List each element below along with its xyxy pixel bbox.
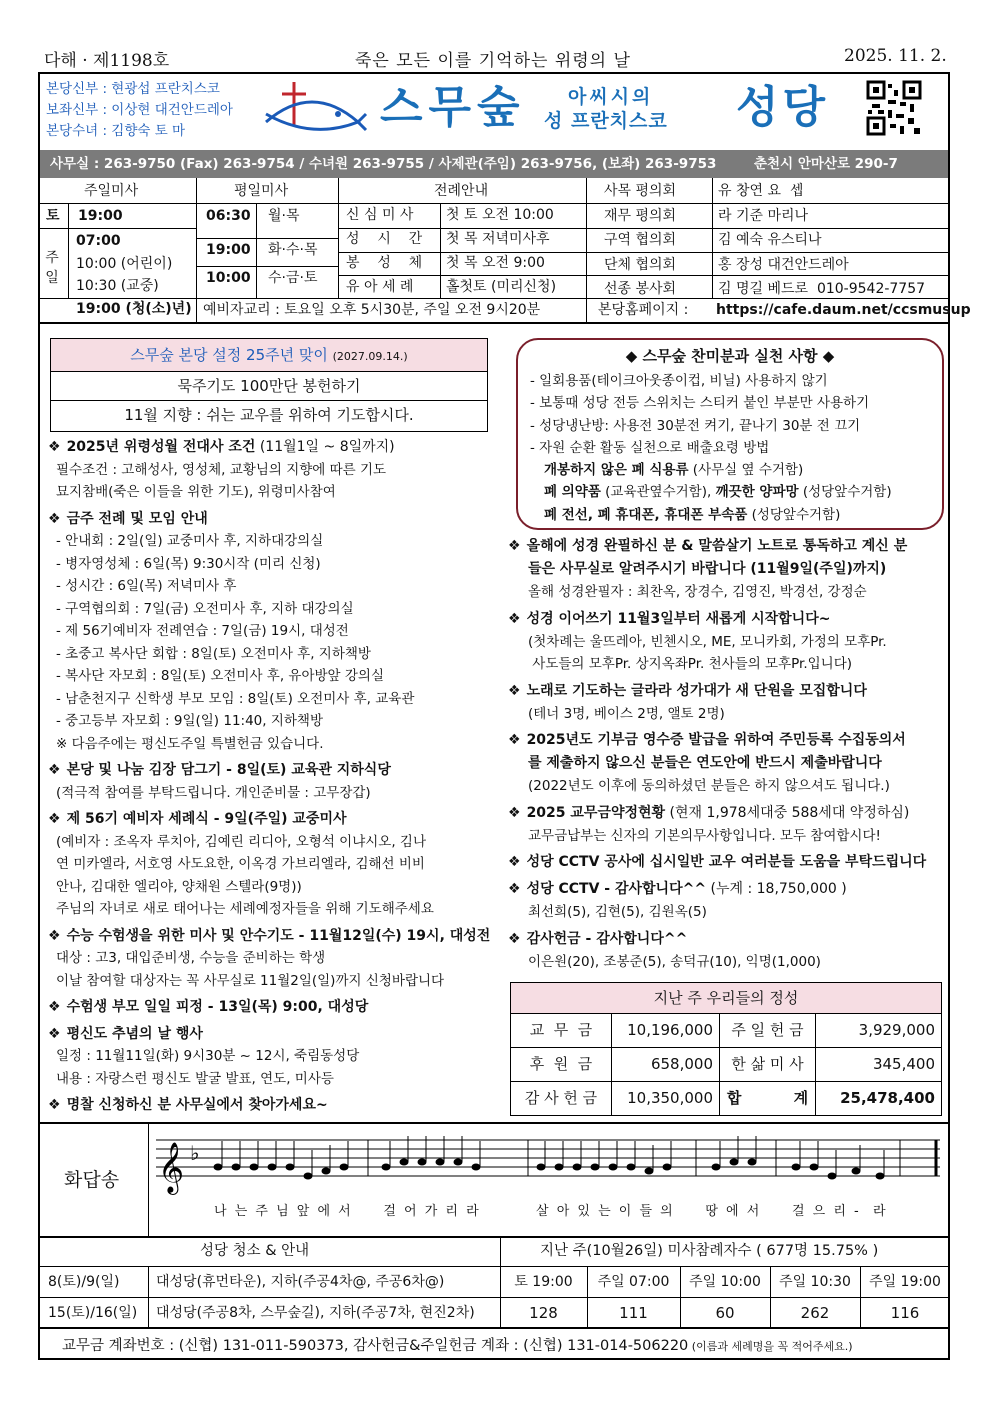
offering-row: [511, 1014, 941, 1048]
attendance-head: 토 19:00: [514, 1274, 573, 1290]
notice-title-text: 2025 교무금약정현황: [526, 804, 666, 821]
notice-title: [508, 535, 948, 558]
liturgy-time: 첫 토 오전 10:00: [446, 207, 554, 223]
weekday-time: 06:30: [206, 208, 251, 224]
notice-title-text: 2025년 위령성월 전대사 조건: [66, 439, 256, 455]
notice-line: - 중고등부 자모회 : 9일(일) 11:40, 지하책방: [56, 713, 324, 729]
notice-block: [508, 802, 948, 848]
council-person: 홍 장성 대건안드레아: [718, 256, 849, 273]
eco-sub-bold: 폐 전선, 폐 휴대폰, 휴대폰 부속품: [544, 506, 748, 523]
notice-title-note: (11월1일 ~ 8일까지): [255, 439, 395, 455]
offerings-title: 지난 주 우리들의 정성: [511, 983, 941, 1014]
brand-sub2: 성 프란치스코: [544, 110, 668, 132]
notice-block: [508, 608, 948, 676]
attendance-head: 주일 07:00: [597, 1274, 670, 1290]
notice-title-text: 수능 수험생을 위한 미사 및 안수기도 - 11월12일(수) 19시, 대성전: [66, 927, 491, 944]
council-person: 김 명길 베드로 010-9542-7757: [718, 281, 926, 297]
council-person: 유 창연 요 셉: [718, 183, 804, 199]
diamond-bullet-icon: ❖: [48, 439, 61, 455]
eco-sub-bold: 깨끗한 양파망: [715, 484, 799, 501]
notice-line: - 병자영성체 : 6일(목) 9:30시작 (미리 신청): [56, 555, 321, 572]
eco-sub-item: [544, 481, 942, 503]
council-person: 김 예숙 유스티나: [718, 232, 822, 248]
issue-date: 2025. 11. 2.: [844, 46, 947, 66]
psalm-lyrics-1: 나 는 주 님 앞 에 서 걸 어 가 리 라: [214, 1204, 481, 1219]
diamond-bullet-icon: ❖: [508, 854, 521, 870]
svg-text:𝄞: 𝄞: [158, 1142, 185, 1193]
footer-accounts: [62, 1335, 852, 1358]
psalm-music-staff: [156, 1130, 942, 1202]
contact-phones: 사무실 : 263-9750 (Fax) 263-9754 / 수녀원 263-9755 / 사제관(주임) 263-9756, (보좌) 263-9753: [50, 156, 717, 172]
liturgy-time: 첫 목 오전 9:00: [446, 255, 545, 271]
notice-line: - 안내회 : 2일(일) 교중미사 후, 지하대강의실: [56, 533, 324, 549]
brand-name-left: 스무숲: [380, 82, 526, 133]
saturday-label: 토: [46, 208, 60, 224]
diamond-bullet-icon: ❖: [508, 538, 521, 554]
notice-title-note: (현재 1,978세대중 588세대 약정하심): [665, 804, 910, 821]
notice-block: [508, 535, 948, 604]
notice-block: [508, 851, 948, 874]
offering-amount: 345,400: [815, 1048, 941, 1081]
liturgy-head: 전례안내: [434, 183, 489, 199]
offering-row: [511, 1082, 941, 1115]
notice-line: 일정 : 11월11일(화) 9시30분 ~ 12시, 죽림동성당: [56, 1048, 360, 1064]
psalm-label: 화답송: [64, 1169, 120, 1191]
eco-sub-bold: 폐 의약품: [544, 484, 601, 501]
issue-number: 다해 · 제1198호: [44, 51, 170, 71]
notice-title: [48, 1094, 496, 1117]
notice-block: [508, 928, 948, 974]
cleaning-date: 15(토)/16(일): [48, 1305, 138, 1321]
notice-block: [48, 808, 496, 921]
notice-block: [48, 436, 496, 504]
anniversary-date: (2027.09.14.): [332, 350, 408, 363]
diamond-bullet-icon: ❖: [508, 732, 521, 748]
notice-title: [508, 802, 948, 825]
weekday-days: 화·수·목: [268, 242, 318, 258]
council-name: 사목 평의회: [604, 183, 677, 199]
notice-line: 올해 성경완필자 : 최찬옥, 장경수, 김영진, 박경선, 강정순: [528, 584, 867, 600]
notice-title: [48, 925, 496, 948]
diamond-bullet-icon: ❖: [48, 510, 61, 527]
notice-line: 묘지참배(죽은 이들을 위한 기도), 위령미사참여: [56, 484, 336, 500]
footer-account-text: 교무금 계좌번호 : (신협) 131-011-590373, 감사헌금&주일헌금 계좌 : (신협) 131-014-506220: [62, 1338, 689, 1354]
notice-line: 필수조건 : 고해성사, 영성체, 교황님의 지향에 따른 기도: [56, 461, 387, 478]
eco-sub-item: [544, 504, 942, 526]
diamond-bullet-icon: ❖: [48, 811, 61, 827]
notice-title: [508, 878, 948, 901]
notice-line: 주님의 자녀로 새로 태어나는 세례예정자들을 위해 기도해주세요: [56, 901, 434, 917]
notice-line: - 복사단 자모회 : 8일(토) 오전미사 후, 유아방앞 강의실: [56, 668, 384, 684]
svg-text:♭: ♭: [190, 1141, 200, 1165]
homepage-label: 본당홈페이지 :: [598, 302, 689, 318]
notice-line: ※ 다음주에는 평신도주일 특별헌금 있습니다.: [56, 735, 324, 752]
sunday-mass-head: 주일미사: [84, 183, 139, 199]
notice-line: 안나, 김대한 엘리야, 양채원 스텔라(9명)): [56, 878, 302, 895]
notice-title-text: 평신도 추념의 날 행사: [66, 1025, 203, 1042]
attendance-value: 262: [800, 1304, 830, 1322]
notice-block: [48, 1023, 496, 1091]
notice-title-text: 수험생 부모 일일 피정 - 13일(목) 9:00, 대성당: [66, 999, 369, 1015]
diamond-bullet-icon: ❖: [508, 610, 521, 627]
attendance-head: 주일 10:30: [779, 1274, 851, 1290]
diamond-bullet-icon: ❖: [48, 1097, 61, 1113]
notice-line: 대상 : 고3, 대입준비생, 수능을 준비하는 학생: [56, 950, 326, 966]
eco-item: - 자원 순환 활동 실천으로 배출요령 방법: [530, 439, 770, 456]
offering-label: 후 원 금: [529, 1055, 593, 1073]
cleaning-date: 8(토)/9(일): [48, 1274, 120, 1290]
council-name: 재무 평의회: [604, 207, 677, 224]
qr-code-icon[interactable]: [866, 80, 922, 136]
eco-item: - 보통때 성당 전등 스위치는 스티커 붙인 부분만 사용하기: [530, 395, 870, 412]
brand-sub1: 아씨시의: [568, 86, 654, 108]
cleaning-title: 성당 청소 & 안내: [200, 1243, 310, 1259]
council-name: 단체 협의회: [604, 256, 677, 273]
attendance-title: 지난 주(10월26일) 미사참례자수 ( 677명 15.75% ): [540, 1243, 879, 1259]
liturgy-time: 홀첫토 (미리신청): [446, 279, 557, 295]
eco-sub-note: (교육관옆수거함),: [600, 484, 716, 501]
notice-line: (2022년도 이후에 동의하셨던 분들은 하지 않으셔도 됩니다.): [528, 778, 890, 794]
eco-title: ◆ 스무숲 찬미분과 실천 사항 ◆: [625, 347, 835, 365]
fish-cross-logo-icon: [262, 78, 368, 144]
notice-block: [508, 878, 948, 924]
cleaning-area: 대성당(휴먼타운), 지하(주공4차@, 주공6차@): [156, 1274, 445, 1290]
anniversary-line1: 묵주기도 100만단 봉헌하기: [51, 372, 487, 401]
weekday-time: 19:00: [206, 242, 251, 258]
notice-title-text: 본당 및 나눔 김장 담그기 - 8일(토) 교육관 지하식당: [66, 762, 391, 778]
notice-title: [508, 928, 948, 951]
offering-label: 감 사 헌 금: [524, 1089, 598, 1107]
notice-line: - 제 56기예비자 전례연습 : 7일(금) 19시, 대성전: [56, 623, 349, 639]
notice-block: [48, 508, 496, 756]
eco-box: [516, 338, 944, 530]
page-title: 죽은 모든 이를 기억하는 위령의 날: [355, 51, 631, 71]
attendance-head: 주일 10:00: [689, 1274, 761, 1290]
eco-item: - 일회용품(테이크아웃종이컵, 비닐) 사용하지 않기: [530, 373, 828, 389]
contact-bar: [40, 150, 948, 178]
liturgy-name: 유 아 세 례: [346, 279, 414, 295]
notice-block: [48, 925, 496, 993]
attendance-value: 128: [529, 1304, 558, 1322]
council-name: 구역 협의회: [604, 232, 677, 248]
notice-title: [508, 851, 948, 874]
notice-block: [48, 996, 496, 1019]
notice-title-cont: 를 제출하지 않으신 분들은 연도안에 반드시 제출바랍니다: [528, 755, 882, 771]
notice-title-cont: 들은 사무실로 알려주시기 바랍니다 (11월9일(주일)까지): [528, 561, 887, 577]
offering-label: 한 삶 미 사: [719, 1048, 815, 1081]
eco-sub-note: (사무실 옆 수거함): [688, 462, 804, 479]
offering-amount: 10,196,000: [611, 1014, 719, 1047]
diamond-bullet-icon: ❖: [508, 881, 521, 897]
notice-title-text: 노래로 기도하는 글라라 성가대가 새 단원을 모집합니다: [526, 682, 867, 699]
notice-title: [48, 436, 496, 459]
offering-amount: 658,000: [611, 1048, 719, 1081]
council-name: 선종 봉사회: [604, 281, 677, 297]
anniversary-title: 스무숲 본당 설정 25주년 맞이: [130, 346, 328, 364]
notice-line: 최선희(5), 김현(5), 김원옥(5): [528, 904, 707, 920]
eco-sub-bold: 개봉하지 않은 폐 식용류: [544, 462, 689, 479]
notice-line: (예비자 : 조옥자 루치아, 김예린 리디아, 오형석 이냐시오, 김나: [56, 833, 427, 850]
offering-label: 합 계: [719, 1082, 815, 1115]
notice-line: (적극적 참여를 부탁드립니다. 개인준비물 : 고무장갑): [56, 784, 371, 801]
notice-line: - 초중고 복사단 회합 : 8일(토) 오전미사 후, 지하책방: [56, 645, 371, 662]
notice-line: 사도들의 모후Pr. 상지옥좌Pr. 천사들의 모후Pr.입니다): [528, 656, 853, 672]
assistant-label: 보좌신부 : 이상현 대건안드레아: [46, 102, 233, 118]
notice-title-text: 올해에 성경 완필하신 분 & 말씀살기 노트로 통독하고 계신 분: [526, 538, 908, 554]
notice-line: 교무금납부는 신자의 기본의무사항입니다. 모두 참여합시다!: [528, 827, 881, 844]
attendance-value: 111: [619, 1304, 648, 1322]
sunday-label: 주일: [45, 250, 59, 286]
notice-title: [508, 608, 948, 631]
brand-name-right: 성당: [736, 82, 830, 133]
contact-address: 춘천시 안마산로 290-7: [754, 156, 898, 172]
notice-title: [48, 808, 496, 831]
homepage-link[interactable]: https://cafe.daum.net/ccsmusup: [716, 302, 971, 318]
notice-line: (첫차례는 울뜨레아, 빈첸시오, ME, 모니카회, 가정의 모후Pr.: [528, 633, 887, 650]
liturgy-name: 성 시 간: [346, 231, 423, 247]
eco-sub-item: [544, 459, 942, 481]
footer-account-note: (이름과 세례명을 꼭 적어주세요.): [688, 1340, 853, 1353]
pastor-label: 본당신부 : 현광섭 프란치스코: [46, 81, 220, 97]
left-notices: [48, 436, 496, 1121]
notice-title-text: 제 56기 예비자 세례식 - 9일(주일) 교중미사: [66, 811, 347, 827]
offering-amount: 3,929,000: [815, 1014, 941, 1047]
notice-title: [48, 508, 496, 531]
diamond-bullet-icon: ❖: [508, 930, 521, 947]
eco-item: - 성당냉난방: 사용전 30분전 켜기, 끝나기 30분 전 끄기: [530, 417, 861, 434]
psalm-lyrics-2: 살 아 있 는 이 들 의 땅 에 서 걸 으 리 - 라: [536, 1204, 888, 1219]
diamond-bullet-icon: ❖: [48, 927, 61, 944]
weekday-time: 10:00: [206, 270, 251, 286]
notice-title: [48, 996, 496, 1019]
diamond-bullet-icon: ❖: [48, 762, 61, 778]
notice-line: - 남춘천지구 신학생 부모 모임 : 8일(토) 오전미사 후, 교육관: [56, 690, 415, 707]
notice-block: [48, 759, 496, 804]
anniversary-box: [50, 338, 488, 432]
offering-row: [511, 1048, 941, 1082]
cleaning-area: 대성당(주공8차, 스무숲길), 지하(주공7차, 현진2차): [156, 1305, 475, 1321]
attendance-value: 116: [890, 1304, 920, 1322]
notice-title: [508, 680, 948, 703]
notice-title-text: 성경 이어쓰기 11월3일부터 새롭게 시작합니다~: [526, 610, 831, 627]
notice-block: [508, 729, 948, 798]
offering-label: 교 무 금: [529, 1021, 593, 1039]
right-notices: [508, 535, 948, 977]
notice-line: (테너 3명, 베이스 2명, 앨토 2명): [528, 705, 725, 722]
diamond-bullet-icon: ❖: [48, 999, 61, 1015]
sister-label: 본당수녀 : 김향숙 토 마: [46, 123, 186, 139]
weekday-days: 월·목: [268, 208, 300, 224]
notice-line: 이날 참여할 대상자는 꼭 사무실로 11월2일(일)까지 신청바랍니다: [56, 972, 445, 989]
attendance-head: 주일 19:00: [869, 1274, 941, 1290]
sunday-time: 10:30 (교중): [76, 278, 159, 294]
liturgy-name: 신 심 미 사: [346, 207, 414, 223]
anniversary-line2: 11월 지향 : 쉬는 교우를 위하여 기도합시다.: [124, 406, 414, 424]
notice-title-text: 명찰 신청하신 분 사무실에서 찾아가세요~: [66, 1097, 328, 1113]
notice-block: [48, 1094, 496, 1117]
eco-sub-note: (성당앞수거함): [747, 506, 841, 523]
diamond-bullet-icon: ❖: [48, 1025, 61, 1042]
sunday-time: 19:00 (청(소)년): [76, 300, 192, 317]
attendance-value: 60: [715, 1304, 735, 1322]
diamond-bullet-icon: ❖: [508, 682, 521, 699]
notice-line: - 성시간 : 6일(목) 저녁미사 후: [56, 578, 237, 594]
saturday-time: 19:00: [78, 208, 123, 224]
offerings-table: [510, 982, 942, 1116]
weekday-mass-head: 평일미사: [234, 183, 289, 199]
notice-line: - 구역협의회 : 7일(금) 오전미사 후, 지하 대강의실: [56, 600, 354, 617]
notice-title-text: 2025년도 기부금 영수증 발급을 위하여 주민등록 수집동의서: [526, 732, 906, 748]
sunday-time: 07:00: [76, 233, 121, 249]
liturgy-time: 첫 목 저녁미사후: [446, 231, 550, 247]
notice-line: 이은원(20), 조봉준(5), 송덕규(10), 익명(1,000): [528, 953, 821, 970]
notice-title-text: 금주 전례 및 모임 안내: [66, 510, 208, 527]
notice-title-text: 성당 CCTV - 감사합니다^^: [526, 881, 707, 897]
notice-title-note: (누계 : 18,750,000 ): [706, 881, 847, 897]
notice-title-text: 성당 CCTV 공사에 십시일반 교우 여러분들 도움을 부탁드립니다: [526, 854, 927, 870]
sunday-time: 10:00 (어린이): [76, 255, 173, 272]
notice-line: 연 미카엘라, 서호영 사도요한, 이옥경 가브리엘라, 김해선 비비: [56, 856, 425, 872]
council-person: 라 기준 마리나: [718, 207, 809, 224]
weekday-days: 수·금·토: [268, 270, 318, 286]
offering-amount: 25,478,400: [815, 1082, 941, 1115]
offering-label: 주 일 헌 금: [719, 1014, 815, 1047]
offering-amount: 10,350,000: [611, 1082, 719, 1115]
notice-line: 내용 : 자랑스런 평신도 발굴 발표, 연도, 미사등: [56, 1070, 334, 1087]
notice-title-text: 감사헌금 - 감사합니다^^: [526, 930, 688, 947]
liturgy-name: 봉 성 체: [346, 255, 423, 271]
eco-sub-note: (성당앞수거함): [798, 484, 892, 501]
notice-block: [508, 680, 948, 726]
notice-title: [48, 1023, 496, 1046]
catechumen-info: 예비자교리 : 토요일 오후 5시30분, 주일 오전 9시20분: [203, 302, 541, 318]
diamond-bullet-icon: ❖: [508, 804, 521, 821]
notice-title: [48, 759, 496, 782]
notice-title: [508, 729, 948, 752]
